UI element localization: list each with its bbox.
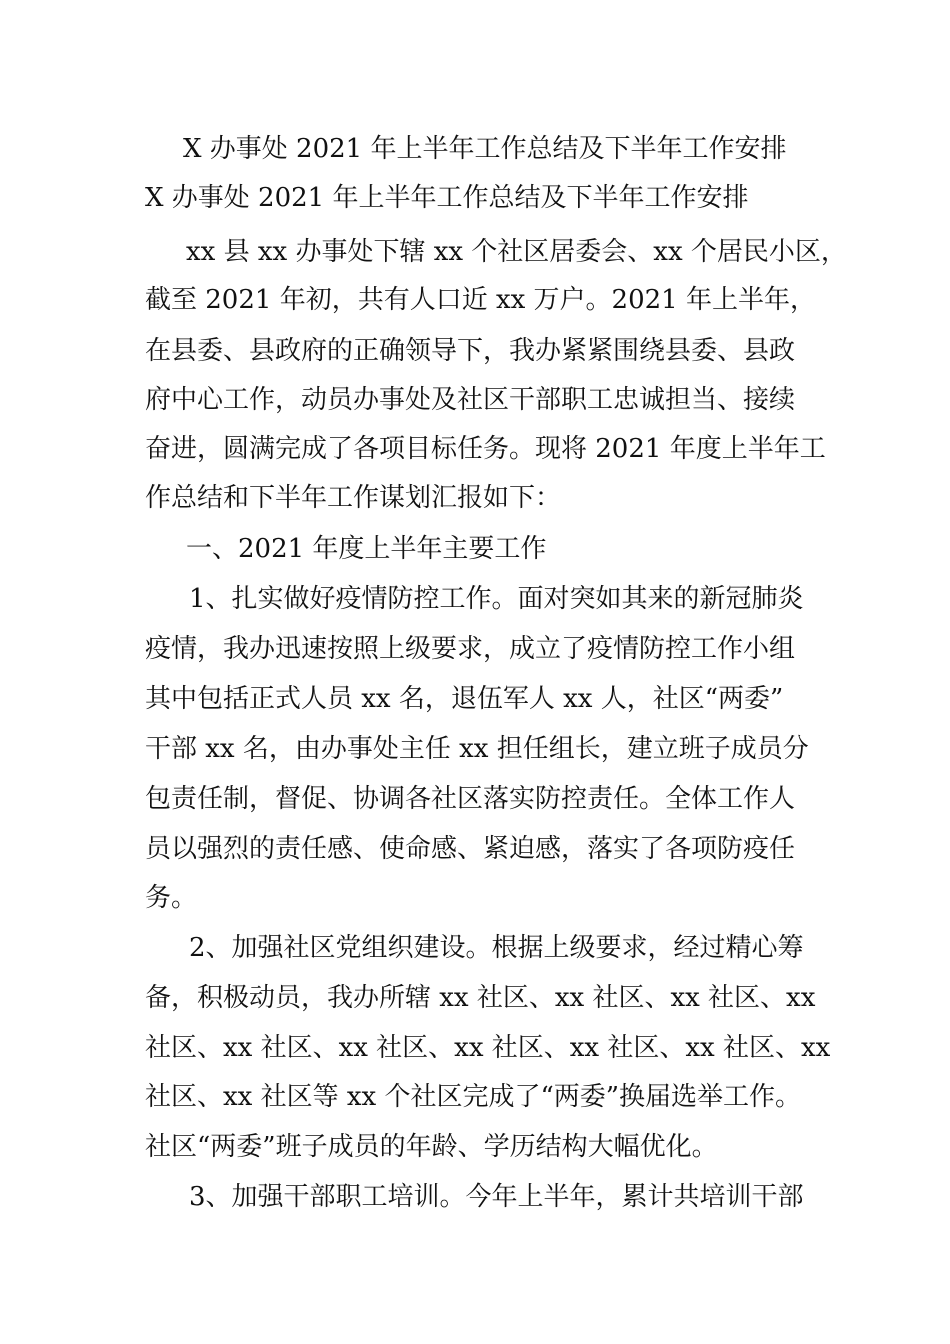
paragraph-line: 包责任制，督促、协调各社区落实防控责任。全体工作人: [145, 784, 796, 814]
paragraph-line: 在县委、县政府的正确领导下，我办紧紧围绕县委、县政: [145, 336, 796, 366]
paragraph-line: 备，积极动员，我办所辖 xx 社区、xx 社区、xx 社区、xx: [145, 983, 816, 1013]
paragraph-line: 员以强烈的责任感、使命感、紧迫感，落实了各项防疫任: [145, 834, 796, 864]
paragraph-line: 作总结和下半年工作谋划汇报如下：: [145, 483, 562, 513]
document-subheading: X 办事处 2021 年上半年工作总结及下半年工作安排: [145, 183, 749, 213]
section-title: 一、2021 年度上半年主要工作: [186, 534, 547, 564]
paragraph-line: 2、加强社区党组织建设。根据上级要求，经过精心筹: [189, 933, 804, 963]
paragraph-line: 疫情，我办迅速按照上级要求，成立了疫情防控工作小组: [145, 634, 796, 664]
paragraph-line: 3、加强干部职工培训。今年上半年，累计共培训干部: [189, 1182, 804, 1212]
document-heading: X 办事处 2021 年上半年工作总结及下半年工作安排: [183, 134, 787, 164]
paragraph-line: 社区、xx 社区、xx 社区、xx 社区、xx 社区、xx 社区、xx: [145, 1033, 831, 1063]
paragraph-line: 截至 2021 年初，共有人口近 xx 万户。2021 年上半年，: [145, 285, 816, 315]
paragraph-line: 社区“两委”班子成员的年龄、学历结构大幅优化。: [145, 1132, 718, 1162]
paragraph-line: 社区、xx 社区等 xx 个社区完成了“两委”换届选举工作。: [145, 1082, 802, 1112]
paragraph-line: 奋进，圆满完成了各项目标任务。现将 2021 年度上半年工: [145, 434, 826, 464]
paragraph-line: 干部 xx 名，由办事处主任 xx 担任组长，建立班子成员分: [145, 734, 809, 764]
paragraph-line: 1、扎实做好疫情防控工作。面对突如其来的新冠肺炎: [189, 584, 804, 614]
paragraph-line: 其中包括正式人员 xx 名，退伍军人 xx 人，社区“两委”: [145, 684, 784, 714]
paragraph-line: 府中心工作，动员办事处及社区干部职工忠诚担当、接续: [145, 385, 796, 415]
paragraph-line: xx 县 xx 办事处下辖 xx 个社区居委会、xx 个居民小区，: [186, 237, 847, 267]
paragraph-line: 务。: [145, 883, 198, 913]
